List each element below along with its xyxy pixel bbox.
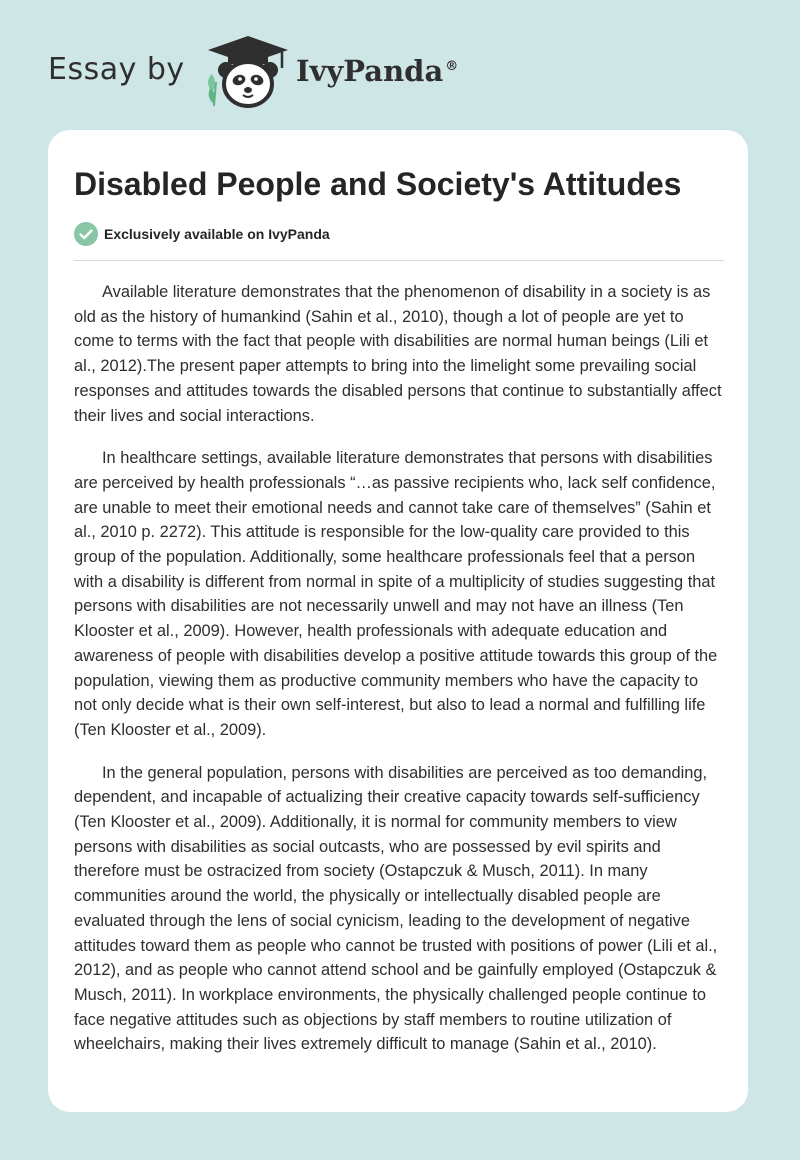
paragraph: In healthcare settings, available literature demonstrates that persons with disabilities are perceived by health professionals “…as passive recipients who, lack self confidence, are unable to meet their emotional needs and cannot take care of themselves” (Sahin et al., 2010 p. 2272). This attitude is responsible for the low-quality care provided to this group of the population. Additionally, some healthcare professionals feel that a person with a disability is different from normal in spite of a multiplicity of studies suggesting that persons with disabilities are not necessarily unwell and may not have an illness (Ten Klooster et al., 2009). However, health professionals with adequate education and awareness of people with disabilities develop a positive attitude towards this group of the population, viewing them as productive community members who have the capacity to not only decide what is their own self-interest, but also to lead a normal and fulfilling life (Ten Klooster et al., 2009).	[74, 449, 718, 739]
essay-body	[74, 280, 724, 1075]
brand-name[interactable]: IvyPanda ®	[296, 54, 459, 88]
divider	[74, 260, 724, 261]
paragraph: Available literature demonstrates that the phenomenon of disability in a society is as old as the history of humankind (Sahin et al., 2010), though a lot of people are yet to come to terms with the fact that people with disabilities are normal human beings (Lili et al., 2012).The present paper attempts to bring into the limelight some prevailing social responses and attitudes towards the disabled persons that continue to substantially affect their lives and social interactions.	[74, 283, 722, 425]
exclusive-badge-text: Exclusively available on IvyPanda	[104, 226, 330, 242]
page-title: Disabled People and Society's Attitudes	[74, 166, 682, 202]
panda-graduate-logo-icon[interactable]	[202, 34, 294, 110]
registered-mark: ®	[445, 59, 459, 75]
exclusive-badge	[74, 222, 330, 246]
essay-by-label: Essay by	[48, 52, 185, 87]
essay-card	[48, 130, 748, 1112]
paragraph: In the general population, persons with disabilities are perceived as too demanding, dependent, and incapable of actualizing their creative capacity towards self-sufficiency (Ten Klooster et al., 2009). Additionally, it is normal for community members to view persons with disabilities as social outcasts, who are possessed by evil spirits and therefore must be ostracized from society (Ostapczuk & Musch, 2011). In many communities around the world, the physically or intellectually disabled people are evaluated through the lens of social cynicism, leading to the development of negative attitudes toward them as people who cannot be trusted with positions of power (Lili et al., 2012), and as people who cannot attend school and be gainfully employed (Ostapczuk & Musch, 2011). In workplace environments, the physically challenged people continue to face negative attitudes such as objections by staff members to routine utilization of wheelchairs, making their lives extremely difficult to manage (Sahin et al., 2010).	[74, 763, 718, 1054]
site-header	[48, 30, 468, 110]
check-circle-icon	[74, 222, 98, 246]
